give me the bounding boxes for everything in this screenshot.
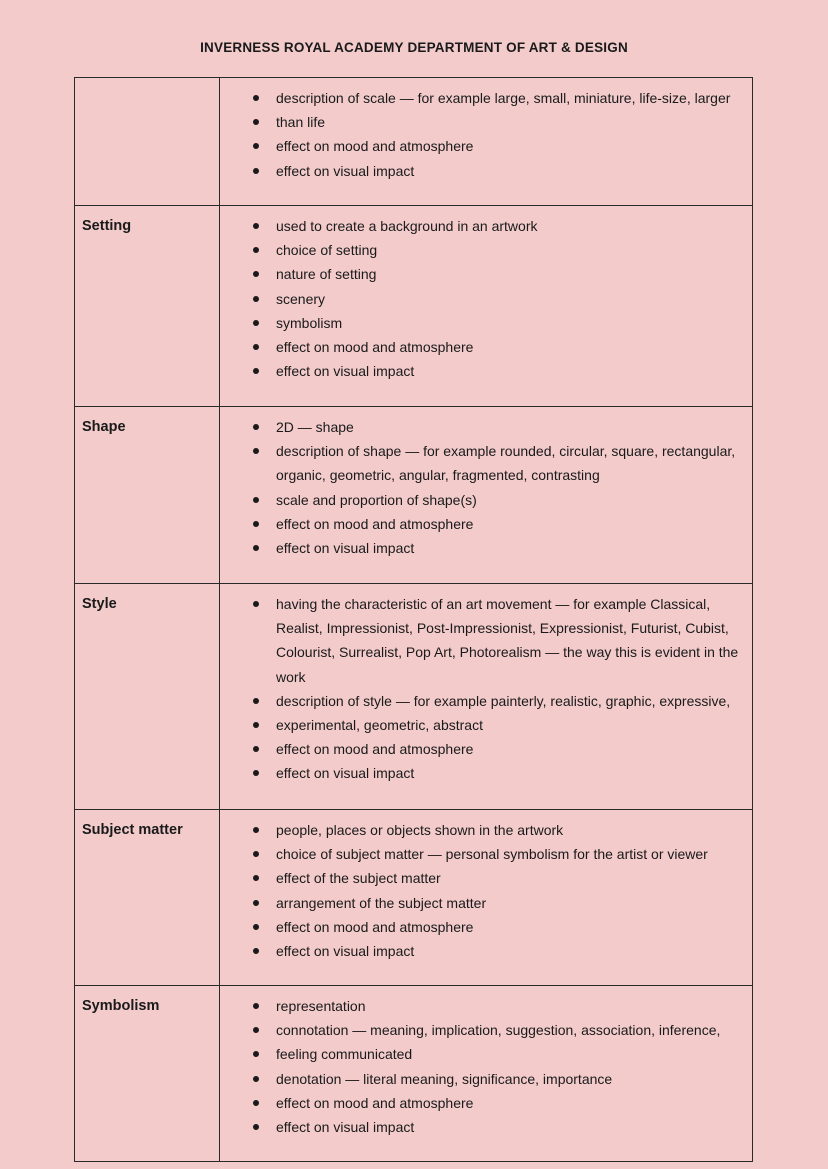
term-cell: Style [75, 584, 220, 810]
bullet-item: effect on visual impact [220, 939, 744, 963]
table-row-subject-matter [75, 810, 753, 986]
bullet-item: effect of the subject matter [220, 866, 744, 890]
bullet-list [220, 415, 744, 560]
bullet-list [220, 818, 744, 963]
bullet-list [220, 592, 744, 786]
bullet-item: used to create a background in an artwork [220, 214, 744, 238]
bullet-item: effect on mood and atmosphere [220, 134, 744, 158]
bullet-item: symbolism [220, 311, 744, 335]
bullet-item: 2D — shape [220, 415, 744, 439]
bullet-item: feeling communicated [220, 1042, 744, 1066]
bullet-item: choice of subject matter — personal symbolism for the artist or viewer [220, 842, 744, 866]
table-row-symbolism [75, 986, 753, 1162]
bullet-item: effect on visual impact [220, 1115, 744, 1139]
bullet-item: effect on mood and atmosphere [220, 335, 744, 359]
bullets-cell [220, 206, 753, 407]
table-row-scale-continued [75, 78, 753, 206]
bullet-item: having the characteristic of an art movement — for example Classical, Realist, Impressionist, Post-Impressionist, Expressionist, Futurist, Cubist, Colourist, Surrealist, Pop Art, Photorealism — the way this is evident in the work [220, 592, 744, 689]
bullet-list [220, 994, 744, 1139]
term-cell: Subject matter [75, 810, 220, 986]
bullet-item: experimental, geometric, abstract [220, 713, 744, 737]
bullet-item: effect on mood and atmosphere [220, 737, 744, 761]
bullet-item: representation [220, 994, 744, 1018]
bullets-cell [220, 810, 753, 986]
bullet-item: nature of setting [220, 262, 744, 286]
bullets-cell [220, 78, 753, 206]
criteria-table [74, 77, 753, 1162]
bullets-cell [220, 584, 753, 810]
bullet-item: effect on visual impact [220, 536, 744, 560]
bullet-item: connotation — meaning, implication, suggestion, association, inference, [220, 1018, 744, 1042]
term-cell: Setting [75, 206, 220, 407]
bullet-item: denotation — literal meaning, significance, importance [220, 1067, 744, 1091]
bullet-item: people, places or objects shown in the artwork [220, 818, 744, 842]
bullet-item: arrangement of the subject matter [220, 891, 744, 915]
bullet-item: scale and proportion of shape(s) [220, 488, 744, 512]
bullet-item: description of style — for example painterly, realistic, graphic, expressive, [220, 689, 744, 713]
table-row-style [75, 584, 753, 810]
page-title: INVERNESS ROYAL ACADEMY DEPARTMENT OF ART & DESIGN [200, 40, 628, 55]
bullets-cell [220, 407, 753, 584]
bullet-item: effect on visual impact [220, 159, 744, 183]
term-cell: Symbolism [75, 986, 220, 1162]
bullet-item: description of scale — for example large, small, miniature, life-size, larger [220, 86, 744, 110]
bullet-list [220, 214, 744, 383]
bullet-item: effect on mood and atmosphere [220, 1091, 744, 1115]
bullet-item: effect on mood and atmosphere [220, 915, 744, 939]
bullet-list [220, 86, 744, 183]
bullet-item: description of shape — for example rounded, circular, square, rectangular, organic, geometric, angular, fragmented, contrasting [220, 439, 744, 487]
bullet-item: than life [220, 110, 744, 134]
table-row-shape [75, 407, 753, 584]
table-row-setting [75, 206, 753, 407]
bullet-item: effect on visual impact [220, 359, 744, 383]
bullet-item: scenery [220, 287, 744, 311]
bullets-cell [220, 986, 753, 1162]
term-cell: Shape [75, 407, 220, 584]
term-cell [75, 78, 220, 206]
bullet-item: effect on visual impact [220, 761, 744, 785]
bullet-item: effect on mood and atmosphere [220, 512, 744, 536]
bullet-item: choice of setting [220, 238, 744, 262]
